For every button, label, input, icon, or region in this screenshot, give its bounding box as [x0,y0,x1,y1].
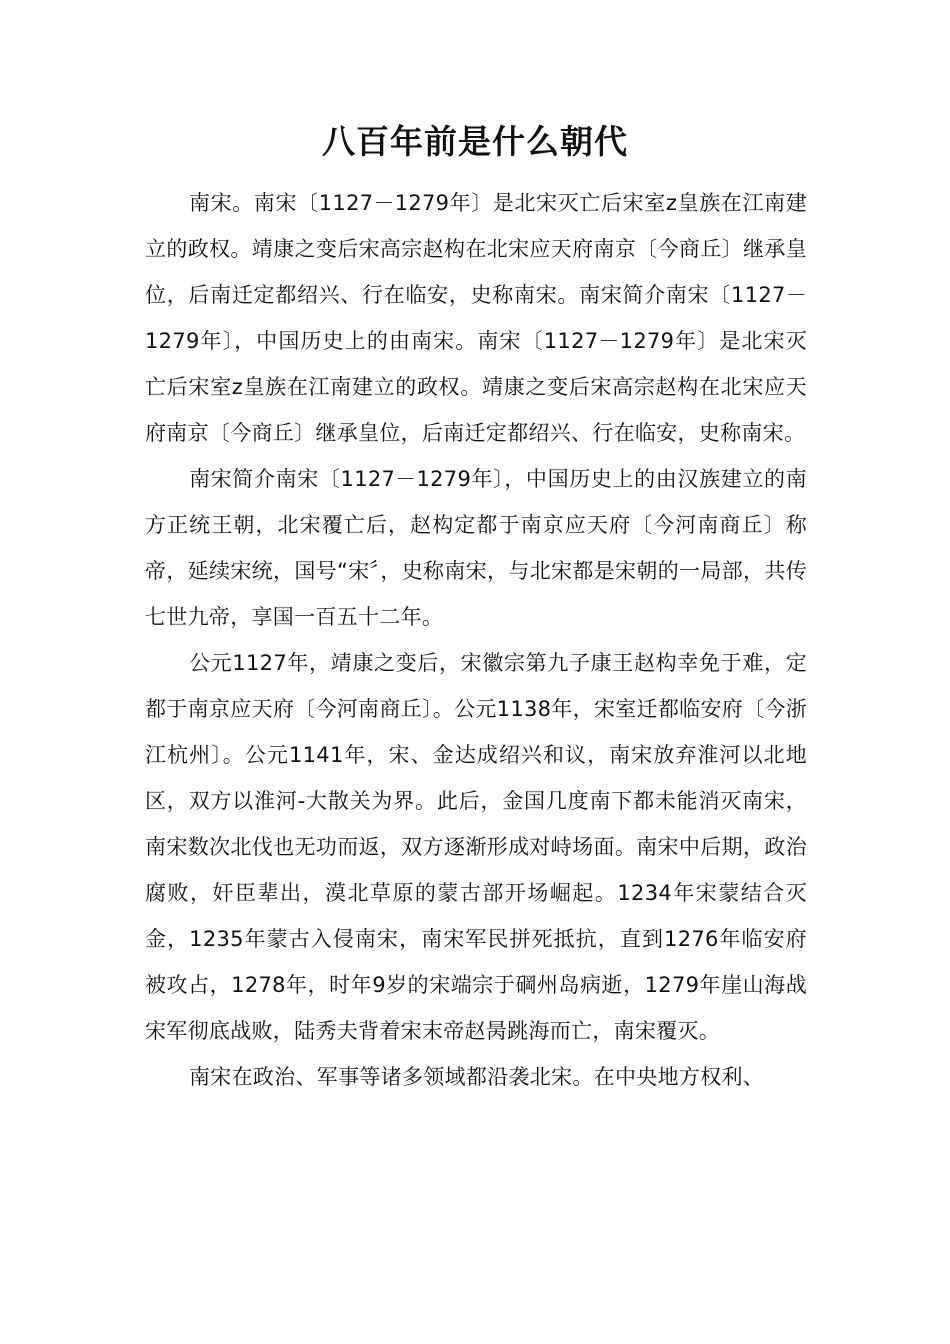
paragraph-3: 公元1127年，靖康之变后，宋徽宗第九子康王赵构幸免于难，定都于南京应天府〔今河南商丘〕。公元1138年，宋室迁都临安府〔今浙江杭州〕。公元1141年，宋、金达成绍兴和议，南宋放弃淮河以北地区，双方以淮河-大散关为界。此后，金国几度南下都未能消灭南宋，南宋数次北伐也无功而返，双方逐渐形成对峙场面。南宋中后期，政治腐败，奸臣辈出，漠北草原的蒙古部开场崛起。1234年宋蒙结合灭金，1235年蒙古入侵南宋，南宋军民拼死抵抗，直到1276年临安府被攻占，1278年，时年9岁的宋端宗于碙州岛病逝，1279年崖山海战宋军彻底战败，陆秀夫背着宋末帝赵昺跳海而亡，南宋覆灭。 [145,651,807,1043]
document-title: 八百年前是什么朝代 [322,122,628,161]
paragraph-4: 南宋在政治、军事等诸多领域都沿袭北宋。在中央地方权利、 [189,1065,765,1089]
paragraph-1: 南宋。南宋〔1127－1279年〕是北宋灭亡后宋室z皇族在江南建立的政权。靖康之变后宋高宗赵构在北宋应天府南京〔今商丘〕继承皇位，后南迁定都绍兴、行在临安，史称南宋。南宋简介南宋〔1127－1279年〕，中国历史上的由南宋。南宋〔1127－1279年〕是北宋灭亡后宋室z皇族在江南建立的政权。靖康之变后宋高宗赵构在北宋应天府南京〔今商丘〕继承皇位，后南迁定都绍兴、行在临安，史称南宋。 [145,191,807,445]
paragraph-2: 南宋简介南宋〔1127－1279年〕，中国历史上的由汉族建立的南方正统王朝，北宋覆亡后，赵构定都于南京应天府〔今河南商丘〕称帝，延续宋统，国号“宋〞，史称南宋，与北宋都是宋朝的一局部，共传七世九帝，享国一百五十二年。 [145,467,807,629]
document-body [145,180,807,1100]
